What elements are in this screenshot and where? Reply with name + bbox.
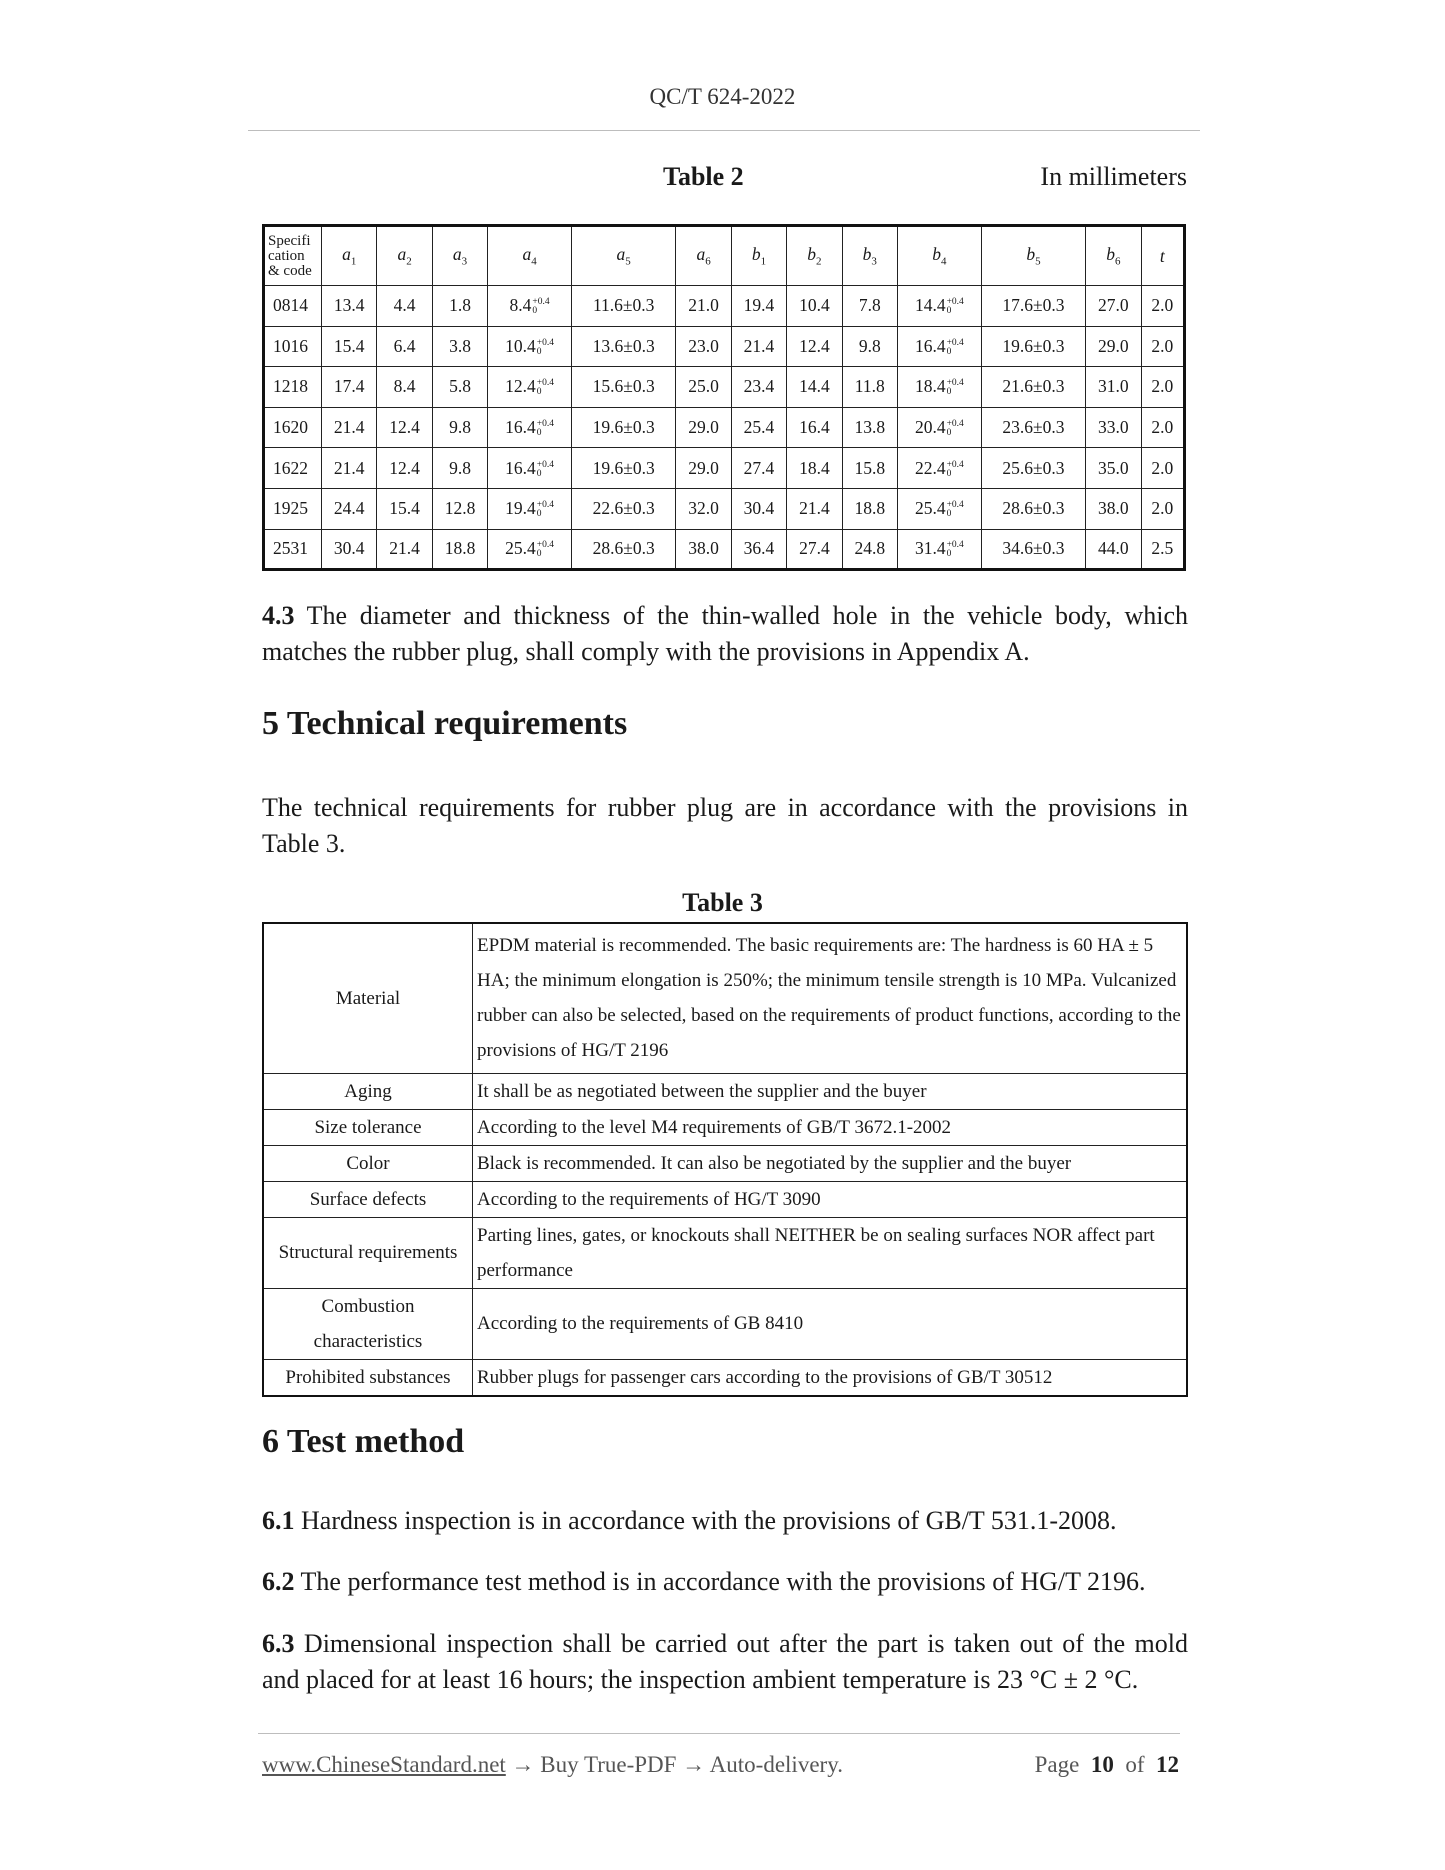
tolerance-lower: 0 — [946, 549, 952, 560]
table2-cell-a3: 3.8 — [432, 326, 487, 367]
section-6-3-number: 6.3 — [262, 1629, 295, 1658]
nominal-value: 19.4 — [505, 498, 536, 519]
table2-cell-t: 2.5 — [1141, 529, 1184, 570]
tolerance-upper: +0.4 — [536, 459, 555, 470]
page-indicator — [1035, 1752, 1179, 1778]
table2-cell-t: 2.0 — [1141, 286, 1184, 327]
table3-row — [263, 923, 1187, 1073]
table2-cell-b2: 12.4 — [787, 326, 842, 367]
table2-col-header — [731, 226, 786, 286]
table2-cell-b6: 35.0 — [1086, 448, 1141, 489]
table2-cell-b5: 25.6±0.3 — [981, 448, 1085, 489]
spec-code-cell: 2531 — [264, 529, 322, 570]
table2-cell-a6: 25.0 — [676, 367, 731, 408]
table3-row — [263, 1359, 1187, 1396]
table3-label: Size tolerance — [263, 1109, 473, 1145]
table2-cell-b2: 18.4 — [787, 448, 842, 489]
table3-label: Aging — [263, 1073, 473, 1109]
table3-label: Structural requirements — [263, 1217, 473, 1288]
table2-cell-a4 — [488, 407, 572, 448]
section-5-intro: The technical requirements for rubber plug are in accordance with the provisions in Table 3. — [262, 793, 1188, 858]
table2-col-header — [377, 226, 432, 286]
section-6-2-text: The performance test method is in accordance with the provisions of HG/T 2196. — [294, 1567, 1146, 1596]
table2-cell-b5: 28.6±0.3 — [981, 488, 1085, 529]
col-symbol: b — [807, 244, 816, 265]
table2-cell-b2: 14.4 — [787, 367, 842, 408]
tolerance-upper: +0.4 — [946, 500, 964, 511]
col-symbol: a — [342, 244, 351, 265]
col-symbol: a — [452, 244, 462, 265]
tolerance-upper: +0.4 — [946, 337, 964, 348]
nominal-value: 16.4 — [505, 457, 536, 478]
table2-cell-b3: 15.8 — [842, 448, 897, 489]
nominal-value: 8.4 — [509, 295, 532, 316]
tolerance — [532, 298, 549, 316]
col-symbol: a — [522, 244, 532, 265]
tolerance — [537, 379, 554, 397]
col-subscript: 1 — [350, 255, 357, 268]
buy-pdf-text: Buy True-PDF — [540, 1752, 677, 1777]
col-subscript: 3 — [871, 255, 877, 268]
table2-cell-a1: 21.4 — [322, 407, 377, 448]
tolerance-lower: 0 — [532, 306, 538, 317]
nominal-value: 10.4 — [505, 335, 536, 356]
table2-cell-b3: 13.8 — [842, 407, 897, 448]
table2-col-header — [488, 226, 572, 286]
table2-cell-b4 — [897, 488, 981, 529]
table2-cell-a1: 21.4 — [322, 448, 377, 489]
table2-row — [264, 529, 1185, 570]
table2-cell-a6: 29.0 — [676, 448, 731, 489]
tolerance — [947, 461, 964, 479]
footer-divider — [258, 1733, 1180, 1734]
section-6-1-number: 6.1 — [262, 1506, 295, 1535]
table3-value: It shall be as negotiated between the supplier and the buyer — [473, 1073, 1188, 1109]
col-subscript: 4 — [940, 255, 947, 268]
col-symbol: a — [397, 244, 407, 265]
table2-cell-b4 — [897, 326, 981, 367]
table2-cell-a5: 28.6±0.3 — [571, 529, 675, 570]
section-6-3 — [262, 1626, 1188, 1698]
table2-row — [264, 326, 1185, 367]
table2-cell-a5: 22.6±0.3 — [571, 488, 675, 529]
nominal-value: 25.4 — [505, 538, 536, 559]
table2-col-header — [676, 226, 731, 286]
table2-cell-b1: 19.4 — [731, 286, 786, 327]
table2-cell-a2: 15.4 — [377, 488, 432, 529]
table2-cell-b5: 21.6±0.3 — [981, 367, 1085, 408]
table3-value: According to the requirements of GB 8410 — [473, 1288, 1188, 1359]
table2-cell-b1: 21.4 — [731, 326, 786, 367]
table2-cell-a3: 9.8 — [432, 448, 487, 489]
table2-caption: Table 2 — [663, 162, 744, 191]
table2-col-header — [842, 226, 897, 286]
tolerance-upper: +0.4 — [536, 337, 555, 348]
table2-cell-a2: 21.4 — [377, 529, 432, 570]
table2-cell-a3: 12.8 — [432, 488, 487, 529]
table3-row — [263, 1073, 1187, 1109]
header-divider — [248, 130, 1200, 131]
tolerance — [537, 501, 554, 519]
table2-cell-a2: 6.4 — [377, 326, 432, 367]
section-6-heading: 6 Test method — [262, 1423, 465, 1460]
nominal-value: 31.4 — [914, 538, 946, 559]
table2-cell-b1: 25.4 — [731, 407, 786, 448]
table3-value: According to the requirements of HG/T 3090 — [473, 1181, 1188, 1217]
table2-cell-b4 — [897, 529, 981, 570]
nominal-value: 20.4 — [914, 417, 946, 438]
table2-cell-a6: 23.0 — [676, 326, 731, 367]
table2-cell-b3: 24.8 — [842, 529, 897, 570]
spec-code-cell: 1622 — [264, 448, 322, 489]
table2-spec-header: Specifi cation & code — [264, 226, 322, 286]
section-6-2 — [262, 1564, 1188, 1600]
table2-cell-b3: 9.8 — [842, 326, 897, 367]
tolerance — [947, 420, 964, 438]
tolerance-lower: 0 — [946, 428, 952, 439]
table2-cell-a5: 13.6±0.3 — [571, 326, 675, 367]
tolerance — [947, 541, 964, 559]
section-6-1-text: Hardness inspection is in accordance with the provisions of GB/T 531.1-2008. — [294, 1506, 1117, 1535]
tolerance-lower: 0 — [946, 387, 952, 398]
table2-col-header — [571, 226, 675, 286]
nominal-value: 16.4 — [914, 335, 946, 356]
col-subscript: 1 — [760, 255, 767, 268]
table3-label: Color — [263, 1145, 473, 1181]
table2-cell-b3: 7.8 — [842, 286, 897, 327]
table2-cell-t: 2.0 — [1141, 448, 1184, 489]
table2-cell-a6: 38.0 — [676, 529, 731, 570]
table3-row — [263, 1109, 1187, 1145]
table2-row — [264, 407, 1185, 448]
table2-cell-b5: 23.6±0.3 — [981, 407, 1085, 448]
table3-label: Material — [263, 923, 473, 1073]
table2-row — [264, 488, 1185, 529]
table2-cell-t: 2.0 — [1141, 367, 1184, 408]
col-symbol: a — [616, 244, 626, 265]
tolerance-upper: +0.4 — [536, 419, 555, 430]
table2-cell-a2: 12.4 — [377, 407, 432, 448]
table2-cell-b4 — [897, 286, 981, 327]
col-subscript: 2 — [406, 255, 412, 268]
table2-cell-a5: 19.6±0.3 — [571, 407, 675, 448]
table3-label: Combustion characteristics — [263, 1288, 473, 1359]
col-symbol: b — [1106, 244, 1115, 265]
table2-col-header — [981, 226, 1085, 286]
col-symbol: b — [862, 244, 872, 265]
tolerance-lower: 0 — [536, 509, 542, 520]
table2-cell-b2: 21.4 — [787, 488, 842, 529]
section-6-3-text: Dimensional inspection shall be carried out after the part is taken out of the mold and placed for at least 16 hours; the inspection ambient temperature is 23 °C ± 2 °C. — [262, 1629, 1188, 1694]
nominal-value: 16.4 — [505, 417, 536, 438]
spec-code-cell: 1925 — [264, 488, 322, 529]
table2-cell-a4 — [488, 326, 572, 367]
table2-header-row — [264, 226, 1185, 286]
table2-cell-b5: 17.6±0.3 — [981, 286, 1085, 327]
table2-cell-a5: 19.6±0.3 — [571, 448, 675, 489]
tolerance-upper: +0.4 — [536, 378, 555, 389]
table2 — [262, 224, 1186, 571]
auto-delivery-text: Auto-delivery. — [709, 1752, 843, 1777]
section-6-1 — [262, 1503, 1188, 1539]
table3-row — [263, 1288, 1187, 1359]
tolerance — [537, 461, 554, 479]
col-symbol: a — [696, 244, 706, 265]
col-subscript: 6 — [705, 255, 711, 268]
table2-cell-a4 — [488, 488, 572, 529]
of-word: of — [1125, 1752, 1145, 1777]
tolerance — [947, 501, 964, 519]
table2-cell-b1: 36.4 — [731, 529, 786, 570]
table2-cell-t: 2.0 — [1141, 407, 1184, 448]
table2-cell-a4 — [488, 529, 572, 570]
nominal-value: 14.4 — [914, 295, 946, 316]
tolerance-lower: 0 — [536, 428, 542, 439]
col-subscript: 5 — [625, 255, 631, 268]
table2-cell-b2: 27.4 — [787, 529, 842, 570]
table2-cell-a3: 18.8 — [432, 529, 487, 570]
section-4-3 — [262, 598, 1188, 670]
table2-cell-b1: 27.4 — [731, 448, 786, 489]
table3-value: Black is recommended. It can also be negotiated by the supplier and the buyer — [473, 1145, 1188, 1181]
tolerance — [537, 541, 554, 559]
table2-cell-b6: 44.0 — [1086, 529, 1141, 570]
col-symbol: b — [751, 244, 761, 265]
table3-label: Prohibited substances — [263, 1359, 473, 1396]
table3-caption: Table 3 — [682, 888, 763, 917]
col-subscript: 4 — [531, 255, 537, 268]
table3-value: According to the level M4 requirements of GB/T 3672.1-2002 — [473, 1109, 1188, 1145]
table2-cell-b6: 31.0 — [1086, 367, 1141, 408]
page-word: Page — [1034, 1752, 1080, 1777]
table2-cell-a3: 1.8 — [432, 286, 487, 327]
table2-cell-b6: 38.0 — [1086, 488, 1141, 529]
table2-col-header — [1141, 226, 1184, 286]
table2-cell-a1: 24.4 — [322, 488, 377, 529]
table2-cell-a1: 30.4 — [322, 529, 377, 570]
tolerance-upper: +0.4 — [536, 540, 555, 551]
tolerance-lower: 0 — [536, 346, 542, 357]
table2-col-header — [432, 226, 487, 286]
table2-units: In millimeters — [1040, 162, 1187, 191]
tolerance-lower: 0 — [946, 346, 952, 357]
document-header: QC/T 624-2022 — [649, 84, 796, 109]
table2-cell-b6: 27.0 — [1086, 286, 1141, 327]
tolerance-upper: +0.4 — [946, 540, 964, 551]
page-total: 12 — [1156, 1752, 1179, 1777]
table2-cell-b6: 33.0 — [1086, 407, 1141, 448]
table2-cell-b5: 19.6±0.3 — [981, 326, 1085, 367]
table2-cell-a5: 15.6±0.3 — [571, 367, 675, 408]
tolerance-lower: 0 — [946, 468, 952, 479]
nominal-value: 18.4 — [914, 376, 946, 397]
table3-row — [263, 1145, 1187, 1181]
footer-promo — [262, 1752, 843, 1778]
col-symbol: t — [1159, 245, 1165, 266]
tolerance — [947, 339, 964, 357]
table3-row — [263, 1181, 1187, 1217]
section-4-3-text: The diameter and thickness of the thin-walled hole in the vehicle body, which matches the rubber plug, shall comply with the provisions in Appendix A. — [262, 601, 1188, 666]
table3-value: EPDM material is recommended. The basic requirements are: The hardness is 60 HA ± 5 HA; the minimum elongation is 250%; the minimum tensile strength is 10 MPa. Vulcanized rubber can also be selected, based on the requirements of product functions, according to the provisions of HG/T 2196 — [473, 923, 1188, 1073]
nominal-value: 22.4 — [914, 457, 946, 478]
section-6-2-number: 6.2 — [262, 1567, 295, 1596]
col-subscript: 5 — [1035, 255, 1041, 268]
table3-row — [263, 1217, 1187, 1288]
col-subscript: 3 — [461, 255, 468, 268]
table2-cell-b6: 29.0 — [1086, 326, 1141, 367]
table2-cell-a6: 29.0 — [676, 407, 731, 448]
table2-row — [264, 367, 1185, 408]
table2-cell-a1: 17.4 — [322, 367, 377, 408]
spec-code-cell: 0814 — [264, 286, 322, 327]
table2-cell-t: 2.0 — [1141, 488, 1184, 529]
table2-cell-a2: 4.4 — [377, 286, 432, 327]
table2-cell-a4 — [488, 448, 572, 489]
spec-code-cell: 1218 — [264, 367, 322, 408]
table2-cell-t: 2.0 — [1141, 326, 1184, 367]
table2-cell-b1: 30.4 — [731, 488, 786, 529]
table2-col-header — [322, 226, 377, 286]
table3-label: Surface defects — [263, 1181, 473, 1217]
tolerance — [947, 298, 964, 316]
tolerance-lower: 0 — [536, 468, 542, 479]
spec-code-cell: 1016 — [264, 326, 322, 367]
table2-cell-a6: 21.0 — [676, 286, 731, 327]
page-number: 10 — [1090, 1752, 1114, 1777]
table2-cell-b5: 34.6±0.3 — [981, 529, 1085, 570]
table2-cell-b2: 10.4 — [787, 286, 842, 327]
table3-value: Rubber plugs for passenger cars according to the provisions of GB/T 30512 — [473, 1359, 1188, 1396]
section-5-heading: 5 Technical requirements — [262, 705, 628, 742]
website-link[interactable]: www.ChineseStandard.net — [262, 1752, 506, 1777]
table2-cell-b4 — [897, 367, 981, 408]
table2-cell-a4 — [488, 286, 572, 327]
col-subscript: 2 — [816, 255, 822, 268]
arrow-icon: → — [682, 1752, 706, 1777]
tolerance — [537, 339, 554, 357]
nominal-value: 12.4 — [505, 376, 536, 397]
table2-cell-a2: 8.4 — [377, 367, 432, 408]
section-4-3-number: 4.3 — [262, 601, 295, 630]
table2-col-header — [787, 226, 842, 286]
nominal-value: 25.4 — [914, 498, 946, 519]
table2-cell-b4 — [897, 407, 981, 448]
tolerance-upper: +0.4 — [946, 297, 964, 308]
spec-code-cell: 1620 — [264, 407, 322, 448]
tolerance — [537, 420, 554, 438]
tolerance-lower: 0 — [536, 549, 542, 560]
table2-cell-a5: 11.6±0.3 — [571, 286, 675, 327]
table2-cell-b1: 23.4 — [731, 367, 786, 408]
table2-cell-b3: 11.8 — [842, 367, 897, 408]
table2-cell-a3: 9.8 — [432, 407, 487, 448]
table2-cell-b3: 18.8 — [842, 488, 897, 529]
table2-row — [264, 286, 1185, 327]
table2-cell-a3: 5.8 — [432, 367, 487, 408]
table2-cell-a2: 12.4 — [377, 448, 432, 489]
table2-col-header — [897, 226, 981, 286]
table2-cell-b2: 16.4 — [787, 407, 842, 448]
tolerance-upper: +0.4 — [946, 419, 964, 430]
table2-cell-a4 — [488, 367, 572, 408]
col-subscript: 6 — [1114, 255, 1121, 268]
tolerance-lower: 0 — [946, 509, 952, 520]
tolerance-lower: 0 — [536, 387, 542, 398]
table3 — [262, 922, 1188, 1397]
table3-value: Parting lines, gates, or knockouts shall NEITHER be on sealing surfaces NOR affect part performance — [473, 1217, 1188, 1288]
tolerance-upper: +0.4 — [532, 297, 550, 308]
table2-cell-a6: 32.0 — [676, 488, 731, 529]
arrow-icon: → — [511, 1752, 535, 1777]
table2-col-header — [1086, 226, 1141, 286]
tolerance-upper: +0.4 — [946, 378, 964, 389]
tolerance-upper: +0.4 — [946, 459, 964, 470]
table2-row — [264, 448, 1185, 489]
tolerance-lower: 0 — [946, 306, 952, 317]
col-symbol: b — [932, 244, 941, 265]
col-symbol: b — [1026, 244, 1036, 265]
tolerance — [947, 379, 964, 397]
table2-cell-b4 — [897, 448, 981, 489]
table2-cell-a1: 15.4 — [322, 326, 377, 367]
table2-cell-a1: 13.4 — [322, 286, 377, 327]
tolerance-upper: +0.4 — [536, 500, 555, 511]
